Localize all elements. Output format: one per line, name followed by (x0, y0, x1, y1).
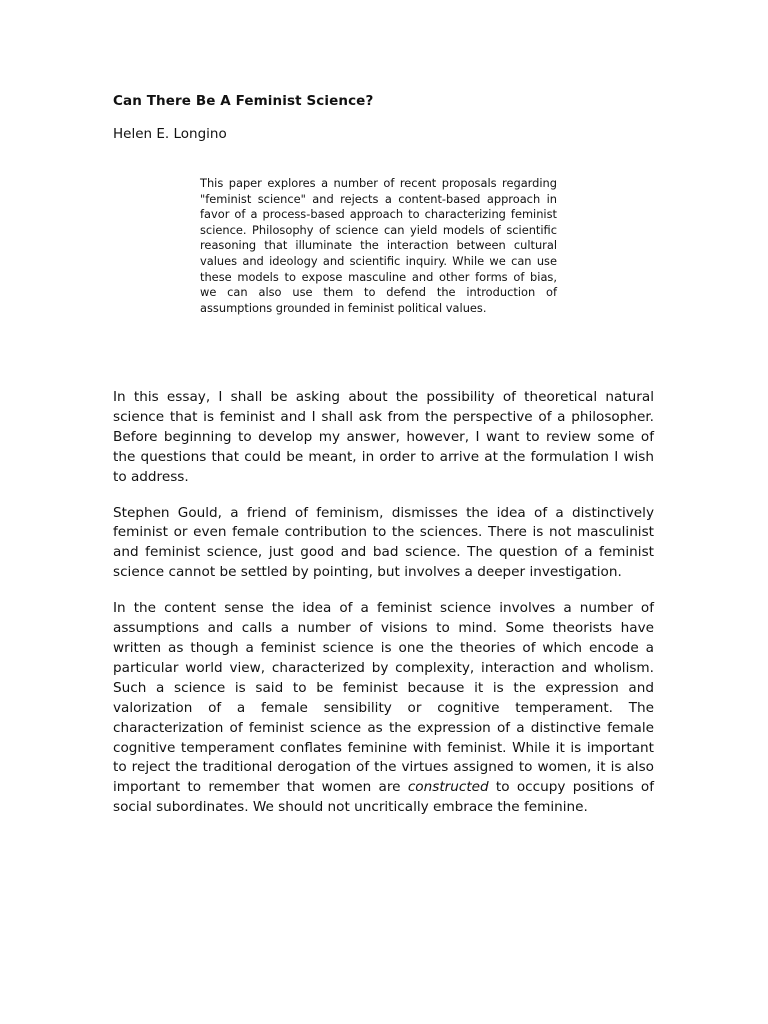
body-paragraph-3 (113, 599, 654, 818)
author-name: Helen E. Longino (113, 126, 227, 142)
abstract-text: This paper explores a number of recent proposals regarding "feminist science" and rejects a content-based approach in favor of a process-based approach to characterizing feminist science. Philosophy of science can yield models of scientific reasoning that illuminate the interaction between cultural values and ideology and scientific inquiry. While we can use these models to expose masculine and other forms of bias, we can also use them to defend the introduction of assumptions grounded in feminist political values. (200, 176, 557, 315)
paragraph-3-text-start: In the content sense the idea of a feminist science involves a number of assumptions and calls a number of visions to mind. Some theorists have written as though a feminist science is one the theories of which encode a particular world view, characterized by complexity, interaction and wholism. Such a science is said to be feminist because it is the expression and valorization of a female sensibility or cognitive temperament. The characterization of feminist science as the expression of a distinctive female cognitive temperament conflates feminine with feminist. While it is important to reject the traditional derogation of the virtues assigned to women, it is also important to remember that women are (113, 600, 654, 796)
body-paragraph-2: Stephen Gould, a friend of feminism, dismisses the idea of a distinctively feminist or even female contribution to the sciences. There is not masculinist and feminist science, just good and bad science. The question of a feminist science cannot be settled by pointing, but involves a deeper investigation. (113, 504, 654, 581)
paragraph-3-text-end: to occupy positions of social subordinates. We should not uncritically embrace the feminine. (113, 779, 655, 816)
body-text (113, 388, 654, 834)
body-paragraph-1: In this essay, I shall be asking about the possibility of theoretical natural science that is feminist and I shall ask from the perspective of a philosopher. Before beginning to develop my answer, however, I want to review some of the questions that could be meant, in order to arrive at the formulation I wish to address. (113, 389, 654, 485)
document-title: Can There Be A Feminist Science? (113, 93, 374, 109)
emphasized-word-constructed: constructed (407, 779, 489, 796)
